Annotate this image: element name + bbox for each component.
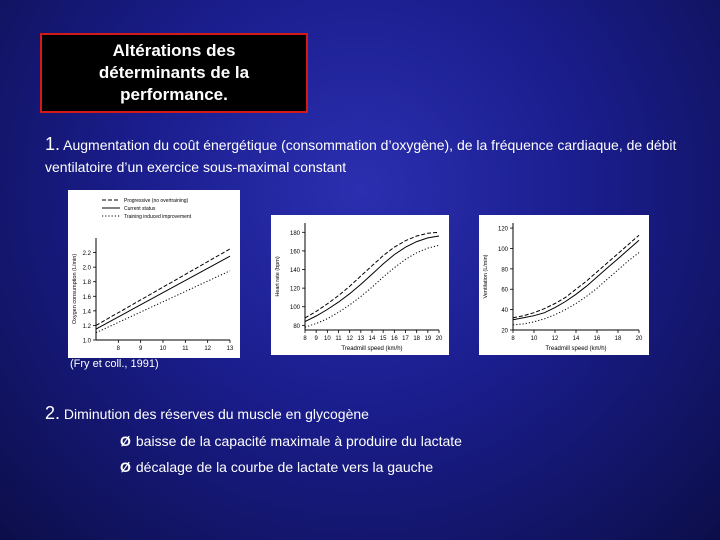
series-line-solid (305, 236, 439, 322)
bullet-text: baisse de la capacité maximale à produire du lactate (135, 433, 462, 449)
point-2-text: Diminution des réserves du muscle en glycogène (63, 406, 369, 422)
arrow-bullet-icon: Ø (120, 433, 131, 449)
y-axis-label: Oxygen consumption (L/min) (72, 253, 78, 325)
y-tick-label: 1.4 (82, 309, 91, 316)
x-tick-label: 10 (323, 336, 331, 342)
x-tick-label: 20 (635, 336, 643, 342)
x-tick-label: 12 (551, 336, 559, 342)
y-axis-label: Heart rate (bpm) (275, 256, 281, 297)
x-tick-label: 17 (402, 336, 409, 342)
series-line-dotted (305, 245, 439, 327)
y-axis-label: Ventilation (L/min) (483, 254, 489, 299)
series-line-dotted (513, 253, 639, 325)
x-tick-label: 13 (357, 336, 365, 342)
y-tick-label: 80 (501, 267, 508, 274)
x-tick-label: 11 (182, 346, 189, 352)
point-2 (45, 403, 369, 424)
y-tick-label: 180 (289, 230, 300, 237)
y-tick-label: 60 (501, 287, 508, 294)
x-axis-label: Treadmill speed (km/h) (341, 346, 403, 352)
x-axis-label: Treadmill speed (km/h) (545, 346, 607, 352)
ventilation-panel (479, 215, 649, 355)
heart-rate-panel (271, 215, 449, 355)
y-tick-label: 100 (497, 246, 508, 253)
bullet-item (120, 459, 433, 475)
x-tick-label: 18 (413, 336, 421, 342)
oxygen-consumption-chart (68, 190, 240, 358)
x-tick-label: 12 (204, 346, 212, 352)
x-tick-label: 18 (614, 336, 622, 342)
x-tick-label: 12 (346, 336, 354, 342)
series-line-dotted (96, 271, 230, 333)
series-line-dashed (96, 249, 230, 326)
bullet-item (120, 433, 462, 449)
x-tick-label: 11 (335, 336, 342, 342)
x-tick-label: 19 (424, 336, 432, 342)
legend-label: Training induced improvement (124, 214, 192, 220)
point-2-number: 2. (45, 403, 61, 423)
y-tick-label: 120 (289, 286, 300, 293)
point-1-number: 1. (45, 134, 61, 154)
title-line-2: déterminants de la (98, 63, 250, 82)
x-tick-label: 8 (303, 336, 307, 342)
point-1 (45, 133, 685, 178)
y-tick-label: 1.0 (82, 338, 91, 345)
bullet-text: décalage de la courbe de lactate vers la gauche (135, 459, 434, 475)
x-tick-label: 10 (159, 346, 167, 352)
x-tick-label: 16 (593, 336, 601, 342)
series-line-dashed (513, 235, 639, 318)
y-tick-label: 100 (289, 305, 300, 312)
x-tick-label: 8 (511, 336, 515, 342)
title-line-3: performance. (120, 85, 228, 104)
y-tick-label: 160 (289, 249, 300, 256)
arrow-bullet-icon: Ø (120, 459, 131, 475)
title-line-1: Altérations des (112, 41, 236, 60)
legend-label: Progressive (no overtraining) (124, 198, 189, 204)
x-tick-label: 14 (572, 336, 580, 342)
x-tick-label: 13 (226, 346, 234, 352)
x-tick-label: 9 (314, 336, 318, 342)
point-1-text: Augmentation du coût énergétique (consommation d’oxygène), de la fréquence cardiaque, de débit ventilatoire d’un exercice sous-maximal constant (45, 137, 677, 175)
y-tick-label: 80 (293, 323, 300, 330)
oxygen-consumption-panel (68, 190, 240, 358)
series-line-solid (96, 256, 230, 329)
y-tick-label: 20 (501, 328, 508, 335)
slide-title (40, 33, 308, 113)
x-tick-label: 14 (368, 336, 376, 342)
series-line-dashed (305, 232, 439, 318)
ventilation-chart (479, 215, 649, 355)
heart-rate-chart (271, 215, 449, 355)
legend-label: Current status (124, 206, 156, 212)
y-tick-label: 40 (501, 308, 508, 315)
y-tick-label: 2.2 (82, 251, 91, 258)
y-tick-label: 2.0 (82, 265, 91, 272)
x-tick-label: 16 (390, 336, 398, 342)
y-tick-label: 1.2 (82, 323, 91, 330)
y-tick-label: 1.6 (82, 294, 91, 301)
citation: (Fry et coll., 1991) (70, 358, 159, 370)
x-tick-label: 15 (379, 336, 387, 342)
x-tick-label: 20 (435, 336, 443, 342)
x-tick-label: 8 (116, 346, 121, 352)
y-tick-label: 120 (497, 226, 508, 233)
x-tick-label: 10 (530, 336, 538, 342)
y-tick-label: 1.8 (82, 280, 91, 287)
y-tick-label: 140 (289, 268, 300, 275)
x-tick-label: 9 (138, 346, 143, 352)
